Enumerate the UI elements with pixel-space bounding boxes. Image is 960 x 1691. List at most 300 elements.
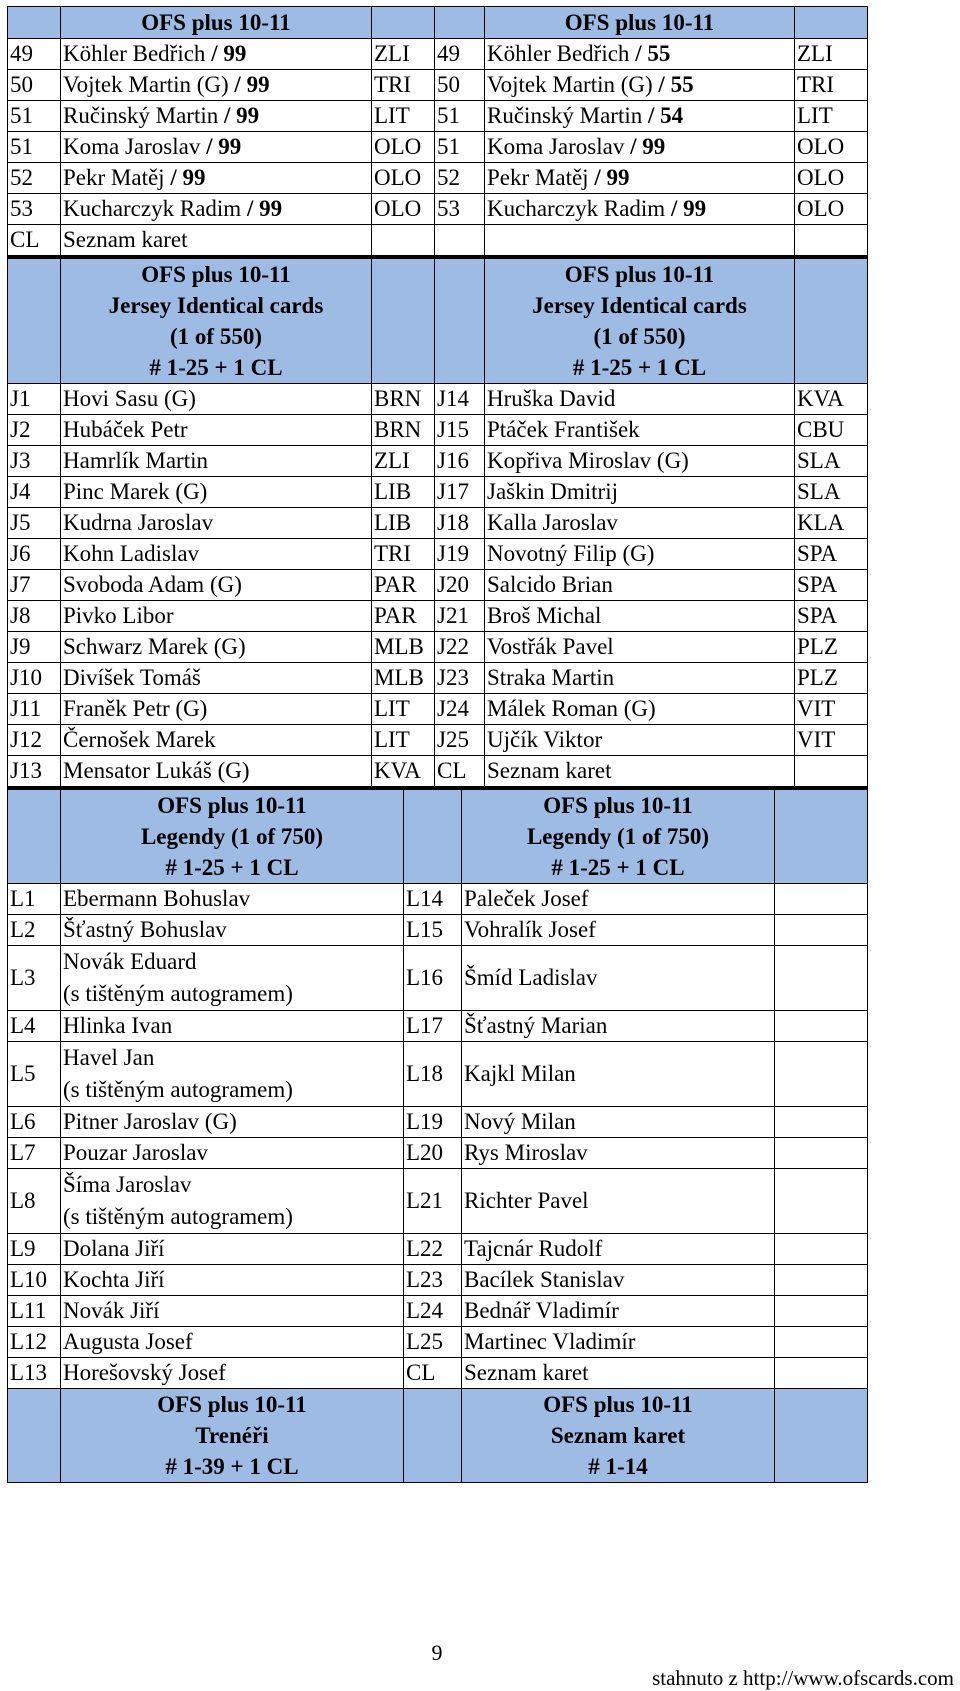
card-number: J8 bbox=[8, 601, 61, 632]
print-run: 99 bbox=[606, 165, 630, 190]
card-number: L10 bbox=[8, 1265, 61, 1296]
table-row bbox=[8, 1265, 868, 1296]
card-name bbox=[61, 946, 404, 1011]
card-name bbox=[485, 39, 795, 70]
player-name: Köhler Bedřich bbox=[487, 41, 630, 66]
team-code: PAR bbox=[372, 570, 435, 601]
team-code: LIT bbox=[372, 101, 435, 132]
coaches-header-row bbox=[8, 1389, 868, 1483]
player-name: Koma Jaroslav bbox=[487, 134, 625, 159]
legends-header-right-line2: Legendy (1 of 750) bbox=[526, 824, 710, 849]
player-name: Pekr Matěj bbox=[487, 165, 589, 190]
card-name: Kudrna Jaroslav bbox=[61, 508, 372, 539]
card-name bbox=[61, 194, 372, 225]
card-name bbox=[485, 70, 795, 101]
print-run: 99 bbox=[642, 134, 666, 159]
card-name: Schwarz Marek (G) bbox=[61, 632, 372, 663]
team-code: PLZ bbox=[795, 663, 868, 694]
player-name: Novák Jiří bbox=[63, 1298, 160, 1323]
card-name: Kalla Jaroslav bbox=[485, 508, 795, 539]
player-name: Vojtek Martin (G) bbox=[63, 72, 229, 97]
base-cards-table bbox=[7, 6, 868, 256]
player-name: Ručinský Martin bbox=[63, 103, 219, 128]
card-number: J1 bbox=[8, 384, 61, 415]
card-name: Rys Miroslav bbox=[462, 1138, 775, 1169]
card-number: J12 bbox=[8, 725, 61, 756]
card-name: Mensator Lukáš (G) bbox=[61, 756, 372, 787]
card-number: J11 bbox=[8, 694, 61, 725]
team-code: VIT bbox=[795, 725, 868, 756]
jersey-header-right-line1: OFS plus 10-11 bbox=[564, 262, 715, 287]
team-code: OLO bbox=[795, 132, 868, 163]
player-name: Pouzar Jaroslav bbox=[63, 1140, 208, 1165]
team-code: ZLI bbox=[372, 446, 435, 477]
card-number: L22 bbox=[404, 1234, 462, 1265]
player-name: Kucharczyk Radim bbox=[487, 196, 666, 221]
card-number: J20 bbox=[435, 570, 485, 601]
card-number: L16 bbox=[404, 946, 462, 1011]
separator: / bbox=[624, 134, 643, 159]
card-name bbox=[485, 194, 795, 225]
team-code: KVA bbox=[372, 756, 435, 787]
card-number: J4 bbox=[8, 477, 61, 508]
card-number: L21 bbox=[404, 1169, 462, 1234]
team-code: CBU bbox=[795, 415, 868, 446]
card-name: Nový Milan bbox=[462, 1107, 775, 1138]
card-number: J22 bbox=[435, 632, 485, 663]
card-number: J13 bbox=[8, 756, 61, 787]
print-run: 99 bbox=[246, 72, 270, 97]
card-name: Ptáček František bbox=[485, 415, 795, 446]
table-row bbox=[8, 446, 868, 477]
card-name: Bacílek Stanislav bbox=[462, 1265, 775, 1296]
card-number: 52 bbox=[435, 163, 485, 194]
empty-cell bbox=[775, 1234, 868, 1265]
footer-source: stahnuto z http://www.ofscards.com bbox=[652, 1666, 954, 1690]
card-name bbox=[61, 70, 372, 101]
card-name: Bednář Vladimír bbox=[462, 1296, 775, 1327]
separator: / bbox=[200, 134, 219, 159]
card-number: L4 bbox=[8, 1011, 61, 1042]
card-number: CL bbox=[404, 1358, 462, 1389]
card-number: 51 bbox=[8, 132, 61, 163]
coaches-header-left-line2: Trenéři bbox=[195, 1423, 269, 1448]
card-name: Šťastný Marian bbox=[462, 1011, 775, 1042]
team-code: PAR bbox=[372, 601, 435, 632]
team-code: LIT bbox=[795, 101, 868, 132]
card-number: 51 bbox=[435, 101, 485, 132]
card-name bbox=[61, 1169, 404, 1234]
table-row bbox=[8, 163, 868, 194]
card-name: Straka Martin bbox=[485, 663, 795, 694]
print-run: 99 bbox=[259, 196, 283, 221]
card-name bbox=[61, 132, 372, 163]
card-number: L24 bbox=[404, 1296, 462, 1327]
table-row bbox=[8, 1042, 868, 1107]
empty-cell bbox=[775, 1327, 868, 1358]
card-number: 51 bbox=[435, 132, 485, 163]
card-name bbox=[61, 163, 372, 194]
player-name: Koma Jaroslav bbox=[63, 134, 201, 159]
table-row bbox=[8, 1327, 868, 1358]
card-number: L1 bbox=[8, 884, 61, 915]
card-name bbox=[61, 1042, 404, 1107]
card-number: 49 bbox=[8, 39, 61, 70]
team-code bbox=[795, 756, 868, 787]
table-row bbox=[8, 1296, 868, 1327]
card-name: Franěk Petr (G) bbox=[61, 694, 372, 725]
card-name: Kopřiva Miroslav (G) bbox=[485, 446, 795, 477]
separator: / bbox=[629, 41, 648, 66]
table-row bbox=[8, 194, 868, 225]
section-title-left: OFS plus 10-11 bbox=[61, 7, 372, 39]
card-name bbox=[61, 1265, 404, 1296]
player-name: Pekr Matěj bbox=[63, 165, 165, 190]
player-name: Kucharczyk Radim bbox=[63, 196, 242, 221]
checklist-page bbox=[7, 6, 867, 1483]
table-row bbox=[8, 101, 868, 132]
coaches-header-right-line3: # 1-14 bbox=[588, 1454, 648, 1479]
card-number: J25 bbox=[435, 725, 485, 756]
card-number: J10 bbox=[8, 663, 61, 694]
print-run: 99 bbox=[683, 196, 707, 221]
team-code: ZLI bbox=[372, 39, 435, 70]
card-number: J5 bbox=[8, 508, 61, 539]
autograph-note: (s tištěným autogramem) bbox=[63, 1077, 293, 1102]
card-number: J3 bbox=[8, 446, 61, 477]
card-name: Vostřák Pavel bbox=[485, 632, 795, 663]
jersey-header-right bbox=[485, 258, 795, 384]
print-run: 99 bbox=[223, 41, 247, 66]
team-code: OLO bbox=[795, 163, 868, 194]
table-row bbox=[8, 1138, 868, 1169]
card-number: L20 bbox=[404, 1138, 462, 1169]
card-number: J15 bbox=[435, 415, 485, 446]
table-row bbox=[8, 694, 868, 725]
card-name: Broš Michal bbox=[485, 601, 795, 632]
card-number: J2 bbox=[8, 415, 61, 446]
table-row bbox=[8, 132, 868, 163]
table-row bbox=[8, 1234, 868, 1265]
card-number: 49 bbox=[435, 39, 485, 70]
card-number: L7 bbox=[8, 1138, 61, 1169]
table-row bbox=[8, 539, 868, 570]
player-name: Kochta Jiří bbox=[63, 1267, 165, 1292]
card-name: Hovi Sasu (G) bbox=[61, 384, 372, 415]
card-name: Šmíd Ladislav bbox=[462, 946, 775, 1011]
player-name: Pitner Jaroslav (G) bbox=[63, 1109, 237, 1134]
card-name bbox=[485, 101, 795, 132]
card-name bbox=[485, 163, 795, 194]
team-code: BRN bbox=[372, 415, 435, 446]
separator: / bbox=[652, 72, 671, 97]
card-number: L5 bbox=[8, 1042, 61, 1107]
team-code: MLB bbox=[372, 663, 435, 694]
coaches-header-right bbox=[462, 1389, 775, 1483]
card-name bbox=[61, 1327, 404, 1358]
table-row bbox=[8, 663, 868, 694]
empty-cell bbox=[775, 1296, 868, 1327]
autograph-note: (s tištěným autogramem) bbox=[63, 981, 293, 1006]
table-row bbox=[8, 915, 868, 946]
legends-header-left bbox=[61, 789, 404, 884]
player-name: Šíma Jaroslav bbox=[63, 1172, 192, 1197]
card-name: Hamrlík Martin bbox=[61, 446, 372, 477]
card-name: Divíšek Tomáš bbox=[61, 663, 372, 694]
section-header-row bbox=[8, 7, 868, 39]
card-name bbox=[485, 132, 795, 163]
card-number: J9 bbox=[8, 632, 61, 663]
player-name: Köhler Bedřich bbox=[63, 41, 206, 66]
card-number: J17 bbox=[435, 477, 485, 508]
card-name: Pivko Libor bbox=[61, 601, 372, 632]
empty-cell bbox=[775, 1358, 868, 1389]
card-number: 52 bbox=[8, 163, 61, 194]
print-run: 55 bbox=[647, 41, 671, 66]
team-code: LIB bbox=[372, 508, 435, 539]
card-name: Paleček Josef bbox=[462, 884, 775, 915]
empty-cell bbox=[775, 946, 868, 1011]
empty-cell bbox=[775, 1138, 868, 1169]
team-code: OLO bbox=[795, 194, 868, 225]
player-name: Dolana Jiří bbox=[63, 1236, 165, 1261]
coaches-header-left-line1: OFS plus 10-11 bbox=[157, 1392, 307, 1417]
card-number: L12 bbox=[8, 1327, 61, 1358]
card-name: Málek Roman (G) bbox=[485, 694, 795, 725]
card-name: Svoboda Adam (G) bbox=[61, 570, 372, 601]
coaches-header-left-line3: # 1-39 + 1 CL bbox=[165, 1454, 299, 1479]
table-row bbox=[8, 508, 868, 539]
table-row bbox=[8, 601, 868, 632]
separator: / bbox=[588, 165, 607, 190]
card-number: J24 bbox=[435, 694, 485, 725]
separator: / bbox=[205, 41, 224, 66]
team-code: SPA bbox=[795, 539, 868, 570]
card-name bbox=[61, 1011, 404, 1042]
card-name: Černošek Marek bbox=[61, 725, 372, 756]
player-name: Ručinský Martin bbox=[487, 103, 643, 128]
card-number: J18 bbox=[435, 508, 485, 539]
legends-header-right bbox=[462, 789, 775, 884]
team-code: SPA bbox=[795, 570, 868, 601]
print-run: 54 bbox=[660, 103, 684, 128]
card-number: L9 bbox=[8, 1234, 61, 1265]
card-number: J14 bbox=[435, 384, 485, 415]
team-code: PLZ bbox=[795, 632, 868, 663]
table-row bbox=[8, 756, 868, 787]
table-row bbox=[8, 1169, 868, 1234]
card-number: J23 bbox=[435, 663, 485, 694]
coaches-header-right-line1: OFS plus 10-11 bbox=[543, 1392, 693, 1417]
team-code: MLB bbox=[372, 632, 435, 663]
empty-cell bbox=[775, 1042, 868, 1107]
card-number: J16 bbox=[435, 446, 485, 477]
card-number: J21 bbox=[435, 601, 485, 632]
team-code: SPA bbox=[795, 601, 868, 632]
card-name: Pinc Marek (G) bbox=[61, 477, 372, 508]
jersey-header-row bbox=[8, 258, 868, 384]
section-title-right: OFS plus 10-11 bbox=[485, 7, 795, 39]
table-row bbox=[8, 415, 868, 446]
jersey-header-left-line2: Jersey Identical cards bbox=[108, 293, 324, 318]
team-code: TRI bbox=[372, 539, 435, 570]
card-name bbox=[61, 1107, 404, 1138]
player-name: Horešovský Josef bbox=[63, 1360, 226, 1385]
card-number: 53 bbox=[435, 194, 485, 225]
card-number: L6 bbox=[8, 1107, 61, 1138]
team-code: TRI bbox=[372, 70, 435, 101]
separator: / bbox=[665, 196, 684, 221]
team-code: LIT bbox=[372, 694, 435, 725]
table-row bbox=[8, 570, 868, 601]
separator: / bbox=[241, 196, 260, 221]
card-number: CL bbox=[435, 756, 485, 787]
player-name: Novák Eduard bbox=[63, 949, 197, 974]
card-name: Hubáček Petr bbox=[61, 415, 372, 446]
team-code: SLA bbox=[795, 477, 868, 508]
print-run: 99 bbox=[218, 134, 242, 159]
card-number: L11 bbox=[8, 1296, 61, 1327]
player-name: Vojtek Martin (G) bbox=[487, 72, 653, 97]
card-number: L13 bbox=[8, 1358, 61, 1389]
team-code: OLO bbox=[372, 132, 435, 163]
team-code: VIT bbox=[795, 694, 868, 725]
card-number: J7 bbox=[8, 570, 61, 601]
print-run: 99 bbox=[236, 103, 260, 128]
empty-cell bbox=[775, 1169, 868, 1234]
card-name bbox=[61, 1358, 404, 1389]
card-name: Hruška David bbox=[485, 384, 795, 415]
empty-cell bbox=[775, 915, 868, 946]
legends-header-right-line3: # 1-25 + 1 CL bbox=[551, 855, 685, 880]
team-code: BRN bbox=[372, 384, 435, 415]
card-name: Ujčík Viktor bbox=[485, 725, 795, 756]
card-name bbox=[61, 1138, 404, 1169]
legends-header-left-line1: OFS plus 10-11 bbox=[157, 793, 307, 818]
card-number: L15 bbox=[404, 915, 462, 946]
card-name: Vohralík Josef bbox=[462, 915, 775, 946]
jersey-header-left bbox=[61, 258, 372, 384]
player-name: Šťastný Bohuslav bbox=[63, 917, 227, 942]
empty-cell bbox=[775, 884, 868, 915]
card-number: L8 bbox=[8, 1169, 61, 1234]
jersey-header-right-line3: (1 of 550) bbox=[593, 324, 686, 349]
checklist-row bbox=[8, 225, 868, 256]
separator: / bbox=[164, 165, 183, 190]
empty-cell bbox=[775, 1011, 868, 1042]
separator: / bbox=[228, 72, 247, 97]
jersey-header-left-line4: # 1-25 + 1 CL bbox=[149, 355, 283, 380]
card-number: L23 bbox=[404, 1265, 462, 1296]
player-name: Augusta Josef bbox=[63, 1329, 193, 1354]
print-run: 55 bbox=[670, 72, 694, 97]
separator: / bbox=[218, 103, 237, 128]
card-name: Novotný Filip (G) bbox=[485, 539, 795, 570]
print-run: 99 bbox=[182, 165, 206, 190]
card-name: Martinec Vladimír bbox=[462, 1327, 775, 1358]
card-number: L3 bbox=[8, 946, 61, 1011]
card-name bbox=[61, 39, 372, 70]
card-name bbox=[61, 1296, 404, 1327]
card-name bbox=[61, 1234, 404, 1265]
card-number: L25 bbox=[404, 1327, 462, 1358]
separator: / bbox=[642, 103, 661, 128]
table-row bbox=[8, 884, 868, 915]
team-code: KLA bbox=[795, 508, 868, 539]
table-row bbox=[8, 1358, 868, 1389]
table-row bbox=[8, 384, 868, 415]
jersey-header-right-line2: Jersey Identical cards bbox=[532, 293, 747, 318]
card-name: Salcido Brian bbox=[485, 570, 795, 601]
player-name: Havel Jan bbox=[63, 1045, 155, 1070]
card-name bbox=[61, 915, 404, 946]
legends-header-row bbox=[8, 789, 868, 884]
team-code: KVA bbox=[795, 384, 868, 415]
card-number: L2 bbox=[8, 915, 61, 946]
team-code: TRI bbox=[795, 70, 868, 101]
card-name: Richter Pavel bbox=[462, 1169, 775, 1234]
card-number: L17 bbox=[404, 1011, 462, 1042]
card-name: Kajkl Milan bbox=[462, 1042, 775, 1107]
legends-header-left-line3: # 1-25 + 1 CL bbox=[165, 855, 299, 880]
table-row bbox=[8, 946, 868, 1011]
coaches-header-left bbox=[61, 1389, 404, 1483]
legends-header-right-line1: OFS plus 10-11 bbox=[543, 793, 693, 818]
jersey-header-left-line3: (1 of 550) bbox=[170, 324, 262, 349]
empty-cell bbox=[775, 1107, 868, 1138]
player-name: Hlinka Ivan bbox=[63, 1013, 173, 1038]
card-name: Kohn Ladislav bbox=[61, 539, 372, 570]
jersey-header-left-line1: OFS plus 10-11 bbox=[141, 262, 291, 287]
team-code: OLO bbox=[372, 194, 435, 225]
card-name: Jaškin Dmitrij bbox=[485, 477, 795, 508]
card-name: Seznam karet bbox=[485, 756, 795, 787]
table-row bbox=[8, 1107, 868, 1138]
legends-table bbox=[7, 787, 868, 1483]
card-number: 53 bbox=[8, 194, 61, 225]
card-number: 50 bbox=[8, 70, 61, 101]
team-code: SLA bbox=[795, 446, 868, 477]
jersey-cards-table bbox=[7, 256, 868, 787]
autograph-note: (s tištěným autogramem) bbox=[63, 1204, 293, 1229]
jersey-header-right-line4: # 1-25 + 1 CL bbox=[572, 355, 707, 380]
card-number: 50 bbox=[435, 70, 485, 101]
page-number: 9 bbox=[431, 1640, 443, 1665]
card-name: Seznam karet bbox=[61, 225, 372, 256]
table-row bbox=[8, 477, 868, 508]
card-number: L18 bbox=[404, 1042, 462, 1107]
legends-header-left-line2: Legendy (1 of 750) bbox=[140, 824, 324, 849]
table-row bbox=[8, 1011, 868, 1042]
coaches-header-right-line2: Seznam karet bbox=[550, 1423, 686, 1448]
table-row bbox=[8, 725, 868, 756]
card-name bbox=[61, 884, 404, 915]
team-code: LIT bbox=[372, 725, 435, 756]
card-number: 51 bbox=[8, 101, 61, 132]
player-name: Ebermann Bohuslav bbox=[63, 886, 251, 911]
card-number: J6 bbox=[8, 539, 61, 570]
card-number: CL bbox=[8, 225, 61, 256]
card-number: L19 bbox=[404, 1107, 462, 1138]
card-number: L14 bbox=[404, 884, 462, 915]
team-code: LIB bbox=[372, 477, 435, 508]
team-code: ZLI bbox=[795, 39, 868, 70]
card-name: Seznam karet bbox=[462, 1358, 775, 1389]
card-name: Tajcnár Rudolf bbox=[462, 1234, 775, 1265]
table-row bbox=[8, 70, 868, 101]
empty-cell bbox=[775, 1265, 868, 1296]
card-number: J19 bbox=[435, 539, 485, 570]
